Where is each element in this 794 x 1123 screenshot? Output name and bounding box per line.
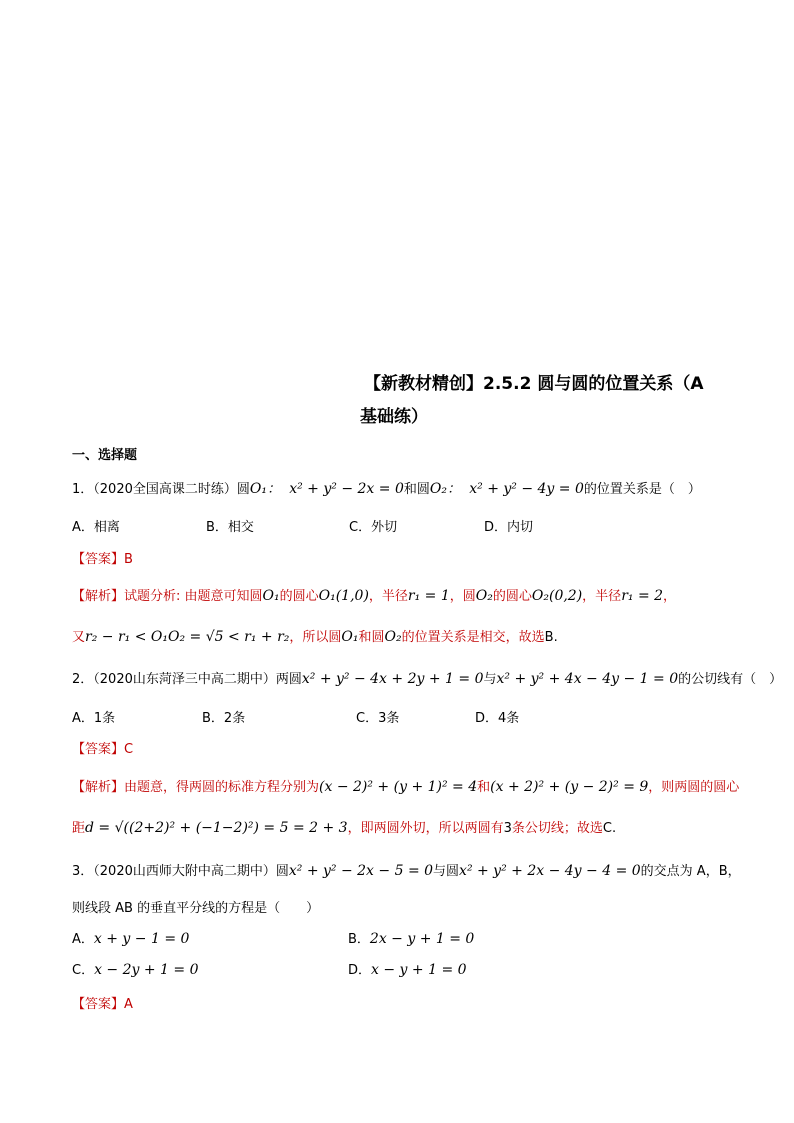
q1-option-b: B．相交: [206, 520, 254, 535]
q1-expl2-o2: O₂: [384, 629, 402, 645]
q1-option-a: A．相离: [72, 520, 120, 535]
q3-option-a: [72, 928, 189, 947]
q1-suffix: 的位置关系是（ ）: [583, 482, 701, 497]
q3-option-a-equation: x + y − 1 = 0: [93, 931, 190, 947]
q1-circle-o2: O₂：: [429, 481, 461, 497]
q3-option-d-equation: x − y + 1 = 0: [371, 962, 467, 978]
q2-mid: 与: [483, 672, 497, 687]
q3-option-d-label: D．: [348, 963, 372, 978]
q3-option-c-equation: x − 2y + 1 = 0: [94, 962, 199, 978]
q1-expl-text-a: 【解析】试题分析: 由题意可知圆: [72, 589, 263, 604]
q3-option-c: [72, 959, 199, 978]
q2-option-d: D．4条: [475, 711, 520, 726]
q1-prefix: 1．（2020全国高课二时练）圆: [72, 482, 250, 497]
q2-expl2-choice: C: [602, 821, 612, 836]
q2-expl2-text-b: ，即两圆外切，所以两圆有: [347, 821, 504, 836]
q1-expl2-text-b: ，所以圆: [289, 630, 342, 645]
q1-expl2-text-a: 又: [72, 630, 86, 645]
q2-suffix: 的公切线有（ ）: [678, 672, 783, 687]
q2-option-a: A．1条: [72, 711, 116, 726]
q2-expl2-text-a: 距: [72, 821, 86, 836]
q3-equation-2: x² + y² + 2x − 4y − 4 = 0: [459, 863, 641, 879]
q3-option-b-equation: 2x − y + 1 = 0: [369, 931, 475, 947]
q3-mid: 与圆: [433, 864, 460, 879]
q2-expl-text-b: 和: [477, 780, 491, 795]
q1-mid: 和圆: [403, 482, 430, 497]
q2-expl-text-a: 【解析】由题意，得两圆的标准方程分别为: [72, 780, 320, 795]
q1-explanation-line2: [72, 626, 558, 645]
q1-expl2-inequality: r₂ − r₁ < O₁O₂ = √5 < r₁ + r₂: [85, 629, 290, 645]
q1-expl-text-d: ，圆: [449, 589, 476, 604]
section-heading: 一、选择题: [72, 448, 138, 463]
question-1-stem: [72, 478, 701, 498]
q2-option-c: C．3条: [356, 711, 400, 726]
q1-answer: 【答案】B: [72, 552, 133, 567]
q2-explanation-line1: [72, 776, 739, 795]
question-3-stem: [72, 860, 741, 879]
q1-expl2-choice: B: [544, 630, 554, 645]
q2-expl2-period: .: [611, 821, 617, 836]
q2-expl-equation-1: (x − 2)² + (y + 1)² = 4: [319, 779, 478, 795]
q3-prefix: 3．（2020山西师大附中高二期中）圆: [72, 864, 289, 879]
q3-answer: 【答案】A: [72, 997, 133, 1012]
q1-equation-1: x² + y² − 2x = 0: [289, 481, 404, 497]
q1-expl-text-b: 的圆心: [279, 589, 319, 604]
q1-expl-radius1: r₁ = 1: [407, 588, 450, 604]
q1-equation-2: x² + y² − 4y = 0: [469, 481, 584, 497]
q2-prefix: 2．（2020山东菏泽三中高二期中）两圆: [72, 672, 302, 687]
q1-expl-center1: O₁(1,0): [318, 588, 369, 604]
q2-expl2-text-d: 条公切线；故选: [511, 821, 603, 836]
q3-equation-1: x² + y² − 2x − 5 = 0: [288, 863, 434, 879]
question-2-stem: [72, 668, 782, 687]
q1-expl-text-e: 的圆心: [492, 589, 532, 604]
q3-option-d: [348, 959, 467, 978]
q1-expl-text-c: ，半径: [368, 589, 408, 604]
document-title-line1: 【新教材精创】2.5.2 圆与圆的位置关系（A: [364, 374, 704, 394]
q2-equation-1: x² + y² − 4x + 2y + 1 = 0: [301, 671, 484, 687]
q2-expl2-distance: d = √((2+2)² + (−1−2)²) = 5 = 2 + 3: [85, 820, 348, 836]
q1-expl-text-f: ，半径: [582, 589, 622, 604]
q2-expl-equation-2: (x + 2)² + (y − 2)² = 9: [490, 779, 649, 795]
q3-option-b-label: B．: [348, 932, 370, 947]
q2-expl2-count: 3: [503, 821, 512, 836]
q3-option-c-label: C．: [72, 963, 95, 978]
q1-expl-radius2: r₁ = 2: [621, 588, 664, 604]
q1-explanation-line1: [72, 585, 676, 604]
document-title-line2: 基础练）: [360, 407, 428, 427]
q1-expl-o1: O₁: [262, 588, 280, 604]
q1-circle-o1: O₁：: [249, 481, 281, 497]
q3-suffix: 的交点为 A，B，: [640, 864, 741, 879]
q3-option-a-label: A．: [72, 932, 94, 947]
q1-expl2-text-d: 的位置关系是相交，故选: [401, 630, 545, 645]
q2-expl-text-c: ，则两圆的圆心: [648, 780, 740, 795]
q3-option-b: [348, 928, 474, 947]
q1-expl-center2: O₂(0,2): [531, 588, 583, 604]
q2-answer: 【答案】C: [72, 742, 134, 757]
q2-option-b: B．2条: [202, 711, 246, 726]
q1-expl2-text-c: 和圆: [358, 630, 385, 645]
q1-option-c: C．外切: [349, 520, 398, 535]
q2-equation-2: x² + y² + 4x − 4y − 1 = 0: [496, 671, 679, 687]
q1-expl2-o1: O₁: [341, 629, 359, 645]
q1-expl-text-g: ，: [663, 589, 677, 604]
q2-explanation-line2: [72, 817, 616, 836]
q1-expl2-period: .: [553, 630, 558, 645]
q1-expl-o2: O₂: [475, 588, 493, 604]
q1-option-d: D．内切: [484, 520, 534, 535]
question-3-stem-line2: 则线段 AB 的垂直平分线的方程是（ ）: [72, 901, 320, 916]
